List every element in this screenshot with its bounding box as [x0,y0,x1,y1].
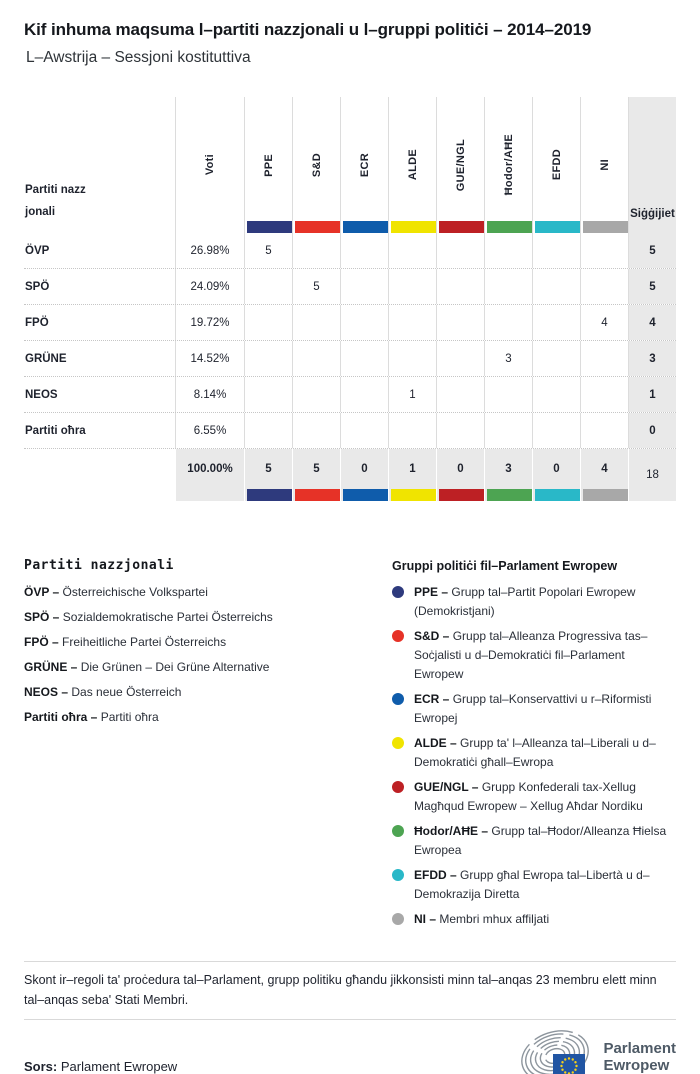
group-fullname: Grupp tal–Alleanza Progressiva tas–Soċjalisti u d–Demokratiċi fil–Parlament Ewropew [414,629,648,681]
group-legend-text [414,734,676,772]
group-color-bar [343,221,388,233]
party-abbr: Partiti oħra – [24,710,98,724]
group-cell [484,269,532,304]
group-cell [244,269,292,304]
group-cell [292,233,340,268]
table-header-row [24,97,676,233]
group-legend-text [414,627,676,684]
group-cell [436,413,484,448]
group-cell [388,413,436,448]
group-cell [532,269,580,304]
total-group-cell [580,449,628,501]
table-row [24,268,676,304]
votes-cell: 19.72% [175,305,244,340]
group-abbr: EFDD – [414,868,457,882]
group-color-bar [247,489,292,501]
group-column-header-ppe [244,97,292,233]
group-fullname: Grupp għal Ewropa tal–Libertà u d–Demokrazija Diretta [414,868,650,901]
group-color-bar [295,221,340,233]
seats-cell: 5 [628,269,676,304]
party-abbr: ÖVP – [24,585,60,599]
total-group-cell [532,449,580,501]
hemicycle-icon [519,1030,597,1074]
seats-cell: 3 [628,341,676,376]
group-color-bar [439,221,484,233]
group-color-bar [583,489,628,501]
group-legend-text [414,583,676,621]
group-color-dot [392,586,404,598]
votes-column-header-label: Voti [204,154,216,176]
group-abbr: PPE – [414,585,449,599]
group-column-header-ni [580,97,628,233]
group-cell [244,377,292,412]
eu-flag-icon [553,1054,585,1074]
group-label: PPE [262,153,275,177]
group-cell [580,233,628,268]
party-fullname: Österreichische Volkspartei [62,585,208,599]
group-column-header-efdd [532,97,580,233]
results-table [24,97,676,501]
legend-section [24,558,676,935]
group-cell [532,413,580,448]
group-cell [388,341,436,376]
party-name: SPÖ [25,280,50,293]
table-row [24,340,676,376]
party-fullname: Sozialdemokratische Partei Österreichs [62,610,273,624]
seats-cell: 0 [628,413,676,448]
group-cell [532,341,580,376]
group-cell [436,341,484,376]
page-title: Kif inhuma maqsuma l–partiti nazzjonali u l–gruppi politiċi – 2014–2019 [24,20,592,39]
total-value: 3 [505,463,512,475]
total-blank-cell [24,449,175,501]
group-cell: 5 [292,269,340,304]
votes-cell: 26.98% [175,233,244,268]
party-abbr: NEOS – [24,685,69,699]
party-fullname: Die Grünen – Dei Grüne Alternative [80,660,270,674]
source-label: Sors: [24,1059,58,1074]
seats-column-header [628,97,676,233]
group-legend-item [392,822,676,860]
party-abbr: FPÖ – [24,635,59,649]
group-cell [484,233,532,268]
group-color-dot [392,630,404,642]
group-cell [292,413,340,448]
party-name: Partiti oħra [25,424,86,437]
group-color-dot [392,913,404,925]
party-abbr: GRÜNE – [24,660,78,674]
votes-cell: 14.52% [175,341,244,376]
group-color-dot [392,825,404,837]
table-row [24,233,676,268]
group-cell: 5 [244,233,292,268]
group-color-bar [487,221,532,233]
ep-logo-text [603,1040,676,1074]
group-cell [340,413,388,448]
group-column-header-ecr [340,97,388,233]
national-parties-heading: Partiti nazzjonali [24,558,174,573]
group-cell [292,341,340,376]
group-legend-item [392,627,676,684]
party-fullname: Das neue Österreich [71,685,182,699]
group-legend-item [392,778,676,816]
seats-cell: 4 [628,305,676,340]
source-value: Parlament Ewropew [60,1059,178,1074]
group-color-bar [391,221,436,233]
group-color-dot [392,869,404,881]
group-fullname: Grupp tal–Konservattivi u r–Riformisti Ewropej [414,692,652,725]
total-value: 5 [313,463,320,475]
party-legend-item [24,609,392,625]
party-name: GRÜNE [25,352,67,365]
party-fullname: Partiti oħra [100,710,159,724]
group-label: Ħodor/AĦE [502,134,515,196]
group-color-dot [392,693,404,705]
group-cell [532,377,580,412]
group-cell [340,305,388,340]
seats-cell: 1 [628,377,676,412]
political-groups-legend [392,558,676,935]
party-legend-item [24,634,392,650]
group-legend-item [392,734,676,772]
group-fullname: Grupp tal–Ħodor/Alleanza Ħielsa Ewropea [414,824,667,857]
group-legend-item [392,583,676,621]
group-cell [484,305,532,340]
group-label: NI [598,159,611,171]
group-cell [340,269,388,304]
group-cell [484,413,532,448]
group-label: ALDE [406,149,419,181]
group-cell [292,305,340,340]
group-abbr: S&D – [414,629,450,643]
party-abbr: SPÖ – [24,610,60,624]
total-votes-cell: 100.00% [175,449,244,501]
group-color-bar [439,489,484,501]
group-abbr: ALDE – [414,736,457,750]
seats-cell: 5 [628,233,676,268]
group-abbr: NI – [414,912,437,926]
votes-cell: 6.55% [175,413,244,448]
group-color-bar [535,489,580,501]
group-cell [580,413,628,448]
group-legend-text [414,778,676,816]
group-cell [292,377,340,412]
total-value: 5 [265,463,272,475]
party-name: ÖVP [25,244,50,257]
group-cell [244,341,292,376]
total-group-cell [436,449,484,501]
group-cell [340,233,388,268]
group-column-header-guengl [436,97,484,233]
table-body [24,233,676,448]
party-column-header [24,97,175,233]
total-group-cell [244,449,292,501]
group-fullname: Grupp Konfederali tax-Xellug Magħqud Ewropew – Xellug Aħdar Nordiku [414,780,643,813]
group-legend-text [414,690,676,728]
group-legend-item [392,690,676,728]
total-value: 0 [361,463,368,475]
table-row [24,412,676,448]
group-cell [244,413,292,448]
table-row [24,376,676,412]
group-legend-item [392,866,676,904]
ep-logo-line1: Parlament [603,1040,676,1057]
group-cell [388,269,436,304]
group-cell [436,377,484,412]
total-group-cell [388,449,436,501]
group-color-bar [247,221,292,233]
votes-cell: 24.09% [175,269,244,304]
group-column-header-greens [484,97,532,233]
party-legend-item [24,584,392,600]
group-column-header-alde [388,97,436,233]
total-value: 0 [457,463,464,475]
table-row [24,304,676,340]
political-groups-heading: Gruppi politiċi fil–Parlament Ewropew [392,559,618,573]
group-fullname: Membri mhux affiljati [439,912,550,926]
party-legend-item [24,709,392,725]
group-color-bar [391,489,436,501]
total-value: 0 [553,463,560,475]
group-cell [436,233,484,268]
seats-column-header-label: Siġġijiet [630,208,675,220]
group-cell [436,305,484,340]
ep-logo [519,1030,676,1074]
total-seats-cell: 18 [628,449,676,501]
group-legend-text [414,910,549,929]
votes-column-header [175,97,244,233]
group-cell [244,305,292,340]
procedural-note: Skont ir–regoli ta' proċedura tal–Parlament, grupp politiku għandu jikkonsisti minn tal–anqas 23 membru elett minn tal–anqas seba' Stati Membri. [24,961,676,1020]
party-legend-item [24,684,392,700]
group-cell [484,377,532,412]
group-label: GUE/NGL [454,138,467,192]
group-color-dot [392,737,404,749]
group-color-bar [295,489,340,501]
footer [24,1030,676,1074]
group-fullname: Grupp tal–Partit Popolari Ewropew (Demokristjani) [414,585,636,618]
group-abbr: ECR – [414,692,450,706]
total-value: 4 [601,463,608,475]
group-cell [580,341,628,376]
group-cell [580,377,628,412]
group-cell [532,305,580,340]
group-cell: 3 [484,341,532,376]
group-cell: 4 [580,305,628,340]
party-legend-item [24,659,392,675]
source-line [24,1059,177,1074]
national-parties-legend [24,558,392,935]
total-group-cell [340,449,388,501]
group-legend-text [414,822,676,860]
group-label: ECR [358,152,371,178]
total-group-cell [484,449,532,501]
group-color-bar [583,221,628,233]
group-cell [388,305,436,340]
group-cell [532,233,580,268]
page-subtitle: L–Awstrija – Sessjoni kostituttiva [26,49,251,66]
total-value: 1 [409,463,416,475]
group-color-bar [343,489,388,501]
group-color-bar [487,489,532,501]
group-cell [580,269,628,304]
group-fullname: Grupp ta' l–Alleanza tal–Liberali u d–Demokratiċi għall–Ewropa [414,736,656,769]
votes-cell: 8.14% [175,377,244,412]
group-cell [340,341,388,376]
group-cell [436,269,484,304]
group-abbr: GUE/NGL – [414,780,479,794]
group-cell [388,233,436,268]
group-column-header-sd [292,97,340,233]
group-cell: 1 [388,377,436,412]
party-name: NEOS [25,388,58,401]
table-total-row [24,448,676,501]
party-name: FPÖ [25,316,49,329]
ep-logo-line2: Ewropew [603,1057,670,1074]
group-cell [340,377,388,412]
group-abbr: Ħodor/AĦE – [414,824,489,838]
group-color-dot [392,781,404,793]
group-label: S&D [310,152,323,178]
group-legend-text [414,866,676,904]
group-color-bar [535,221,580,233]
party-fullname: Freiheitliche Partei Österreichs [62,635,227,649]
group-legend-item [392,910,676,929]
total-group-cell [292,449,340,501]
party-column-header-label: Partiti nazzjonali [25,184,86,218]
group-label: EFDD [550,149,563,181]
